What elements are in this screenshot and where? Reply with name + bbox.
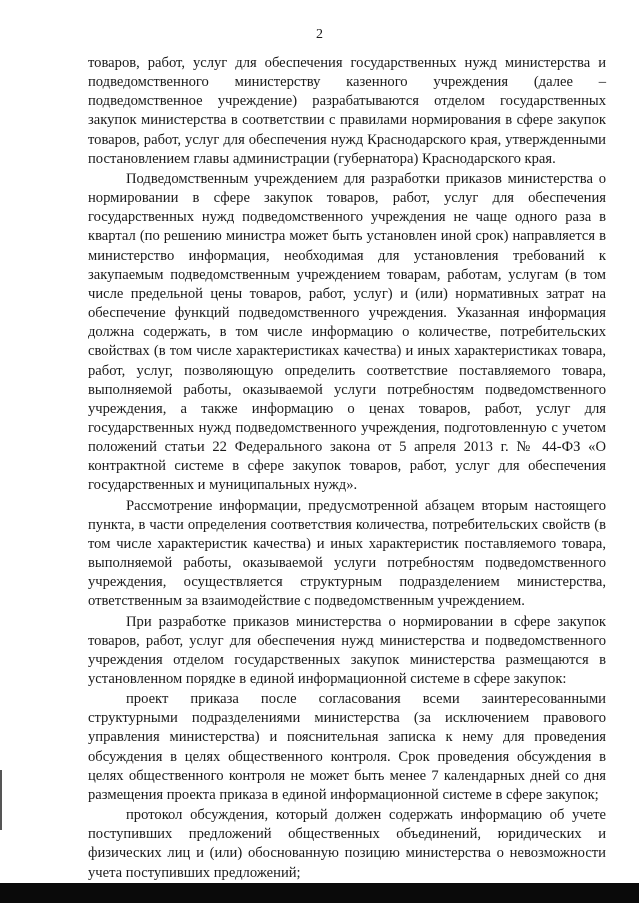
paragraph-continuation: товаров, работ, услуг для обеспечения государственных нужд министерства и подведомственного министерству казенного учреждения (далее – подведомственное учреждение) разрабатываются отделом государственных закупок министерства в соответствии с правилами нормирования в сфере закупок товаров, работ, услуг для обеспечения нужд Краснодарского края, утвержденными постановлением главы администрации (губернатора) Краснодарского края. (88, 55, 606, 167)
paragraph-review: Рассмотрение информации, предусмотренной абзацем вторым настоящего пункта, в части определения соответствия количества, потребительских свойств (в том числе характеристик качества) и иных характеристик поставляемого товара, выполняемой работы, оказываемой услуги потребностям подведомственного учреждения, осуществляется структурным подразделением министерства, ответственным за взаимодействие с подведомственным учреждением. (88, 497, 606, 610)
document-body (88, 54, 606, 884)
paragraph-draft-order: проект приказа после согласования всеми заинтересованными структурными подразделениями министерства (за исключением правового управления министерства) и пояснительная записка к нему для проведения обсуждения в целях общественного контроля. Срок проведения обсуждения в целях общественного контроля не может быть менее 7 календарных дней со дня размещения проекта приказа в единой информационной системе в сфере закупок; (88, 691, 606, 803)
paragraph-protocol: протокол обсуждения, который должен содержать информацию об учете поступивших предложений общественных объединений, юридических и физических лиц и (или) обоснованную позицию министерства о невозможности учета поступивших предложений; (88, 807, 606, 881)
scan-bottom-edge (0, 883, 639, 903)
paragraph-posting-intro: При разработке приказов министерства о нормировании в сфере закупок товаров, работ, услуг для обеспечения нужд министерства и подведомственного учреждения отделом государственных закупок министерства размещаются в установленном порядке в единой информационной системе в сфере закупок: (88, 613, 606, 687)
page-number: 2 (316, 27, 323, 42)
paragraph-subordinate-info: Подведомственным учреждением для разработки приказов министерства о нормировании в сфере закупок товаров, работ, услуг для обеспечения государственных нужд подведомственного учреждения не чаще одного раза в квартал (по решению министра может быть установлен иной срок) направляется в министерство информация, необходимая для установления требований к закупаемым подведомственным учреждением товарам, работам, услугам (в том числе предельной цены товаров, работ, услуг) и (или) нормативных затрат на обеспечение функций подведомственного учреждения. Указанная информация должна содержать, в том числе информацию о количестве, потребительских свойствах (в том числе характеристиках качества) и иных характеристиках товара, работ, услуг, позволяющую определить соответствие поставляемого товара, выполняемой работы, оказываемой услуги потребностям подведомственного учреждения, а также информацию о ценах товаров, работ, услуг для государственных нужд подведомственного учреждения, подготовленную с учетом положений статьи 22 Федерального закона от 5 апреля 2013 г. № 44-ФЗ «О контрактной системе в сфере закупок товаров, работ, услуг для обеспечения государственных и муниципальных нужд». (88, 170, 606, 494)
scan-margin-mark (0, 770, 2, 830)
